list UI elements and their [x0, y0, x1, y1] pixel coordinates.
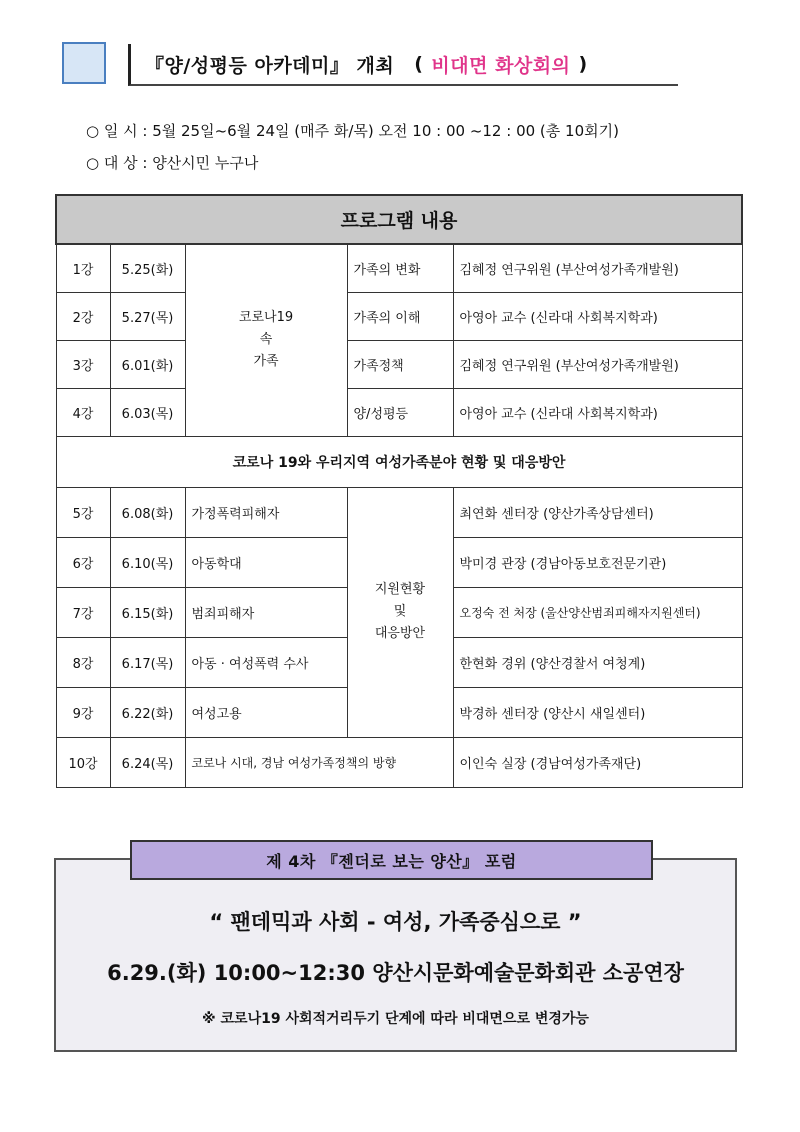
table-row — [56, 487, 742, 537]
session-topic: 여성고용 — [185, 687, 347, 737]
session-date: 6.24(목) — [110, 737, 185, 787]
table-row — [56, 244, 742, 292]
theme-line: 및 — [393, 604, 407, 619]
session-number: 7강 — [56, 587, 110, 637]
session-topic: 가족정책 — [347, 340, 453, 388]
session-date: 6.08(화) — [110, 487, 185, 537]
session-number: 1강 — [56, 244, 110, 292]
section-divider: 코로나 19와 우리지역 여성가족분야 현황 및 대응방안 — [56, 436, 742, 487]
session-topic: 범죄피해자 — [185, 587, 347, 637]
session-number: 6강 — [56, 537, 110, 587]
session-date: 6.15(화) — [110, 587, 185, 637]
session-topic: 아동학대 — [185, 537, 347, 587]
forum-theme: “ 팬데믹과 사회 - 여성, 가족중심으로 ” — [209, 910, 582, 934]
table-row — [56, 292, 742, 340]
program-heading: 프로그램 내용 — [56, 195, 742, 244]
session-number: 8강 — [56, 637, 110, 687]
session-date: 6.01(화) — [110, 340, 185, 388]
session-topic: 가정폭력피해자 — [185, 487, 347, 537]
session-number: 2강 — [56, 292, 110, 340]
forum-tab: 제 4차 『젠더로 보는 양산』 포럼 — [130, 840, 653, 880]
session-date: 6.22(화) — [110, 687, 185, 737]
table-row — [56, 388, 742, 436]
session-date: 6.10(목) — [110, 537, 185, 587]
session-topic: 코로나 시대, 경남 여성가족정책의 방향 — [185, 737, 453, 787]
theme-line: 가족 — [253, 354, 279, 370]
page-title — [128, 44, 678, 86]
table-row — [56, 340, 742, 388]
theme-line: 속 — [259, 332, 273, 348]
session-topic: 양/성평등 — [347, 388, 453, 436]
program-table — [55, 194, 743, 788]
theme-line: 코로나19 — [238, 310, 294, 326]
theme-line: 대응방안 — [374, 626, 426, 641]
title-main: 『양/성평등 아카데미』 개최 — [145, 54, 395, 77]
forum-note: ※ 코로나19 사회적거리두기 단계에 따라 비대면으로 변경가능 — [202, 1011, 589, 1027]
forum-schedule: 6.29.(화) 10:00~12:30 양산시문화예술문화회관 소공연장 — [107, 961, 684, 985]
table-row — [56, 737, 742, 787]
session-lecturer: 아영아 교수 (신라대 사회복지학과) — [453, 292, 742, 340]
session-topic: 가족의 변화 — [347, 244, 453, 292]
group1-theme — [185, 244, 347, 436]
session-lecturer: 박경하 센터장 (양산시 새일센터) — [453, 687, 742, 737]
session-number: 9강 — [56, 687, 110, 737]
group2-theme — [347, 487, 453, 737]
session-number: 5강 — [56, 487, 110, 537]
title-close-paren: ) — [578, 53, 588, 75]
session-lecturer: 최연화 센터장 (양산가족상담센터) — [453, 487, 742, 537]
session-lecturer: 김혜정 연구위원 (부산여성가족개발원) — [453, 244, 742, 292]
session-lecturer: 오정숙 전 처장 (울산양산범죄피해자지원센터) — [453, 587, 742, 637]
session-lecturer: 이인숙 실장 (경남여성가족재단) — [453, 737, 742, 787]
session-number: 3강 — [56, 340, 110, 388]
session-lecturer: 김혜정 연구위원 (부산여성가족개발원) — [453, 340, 742, 388]
session-lecturer: 박미경 관장 (경남아동보호전문기관) — [453, 537, 742, 587]
session-date: 6.17(목) — [110, 637, 185, 687]
session-date: 5.27(목) — [110, 292, 185, 340]
session-topic: 아동 · 여성폭력 수사 — [185, 637, 347, 687]
theme-line: 지원현황 — [374, 582, 426, 597]
session-lecturer: 한현화 경위 (양산경찰서 여청계) — [453, 637, 742, 687]
session-date: 5.25(화) — [110, 244, 185, 292]
session-number: 10강 — [56, 737, 110, 787]
session-date: 6.03(목) — [110, 388, 185, 436]
session-number: 4강 — [56, 388, 110, 436]
session-lecturer: 아영아 교수 (신라대 사회복지학과) — [453, 388, 742, 436]
blue-marker-box — [62, 42, 106, 84]
schedule-line: ○ 일 시 : 5월 25일~6월 24일 (매주 화/목) 오전 10 : 00 ~12 : 00 (총 10회기) — [86, 122, 619, 140]
title-highlight: 비대면 화상회의 — [431, 54, 571, 77]
title-open-paren: ( — [414, 53, 424, 75]
target-line: ○ 대 상 : 양산시민 누구나 — [86, 154, 259, 172]
session-topic: 가족의 이해 — [347, 292, 453, 340]
